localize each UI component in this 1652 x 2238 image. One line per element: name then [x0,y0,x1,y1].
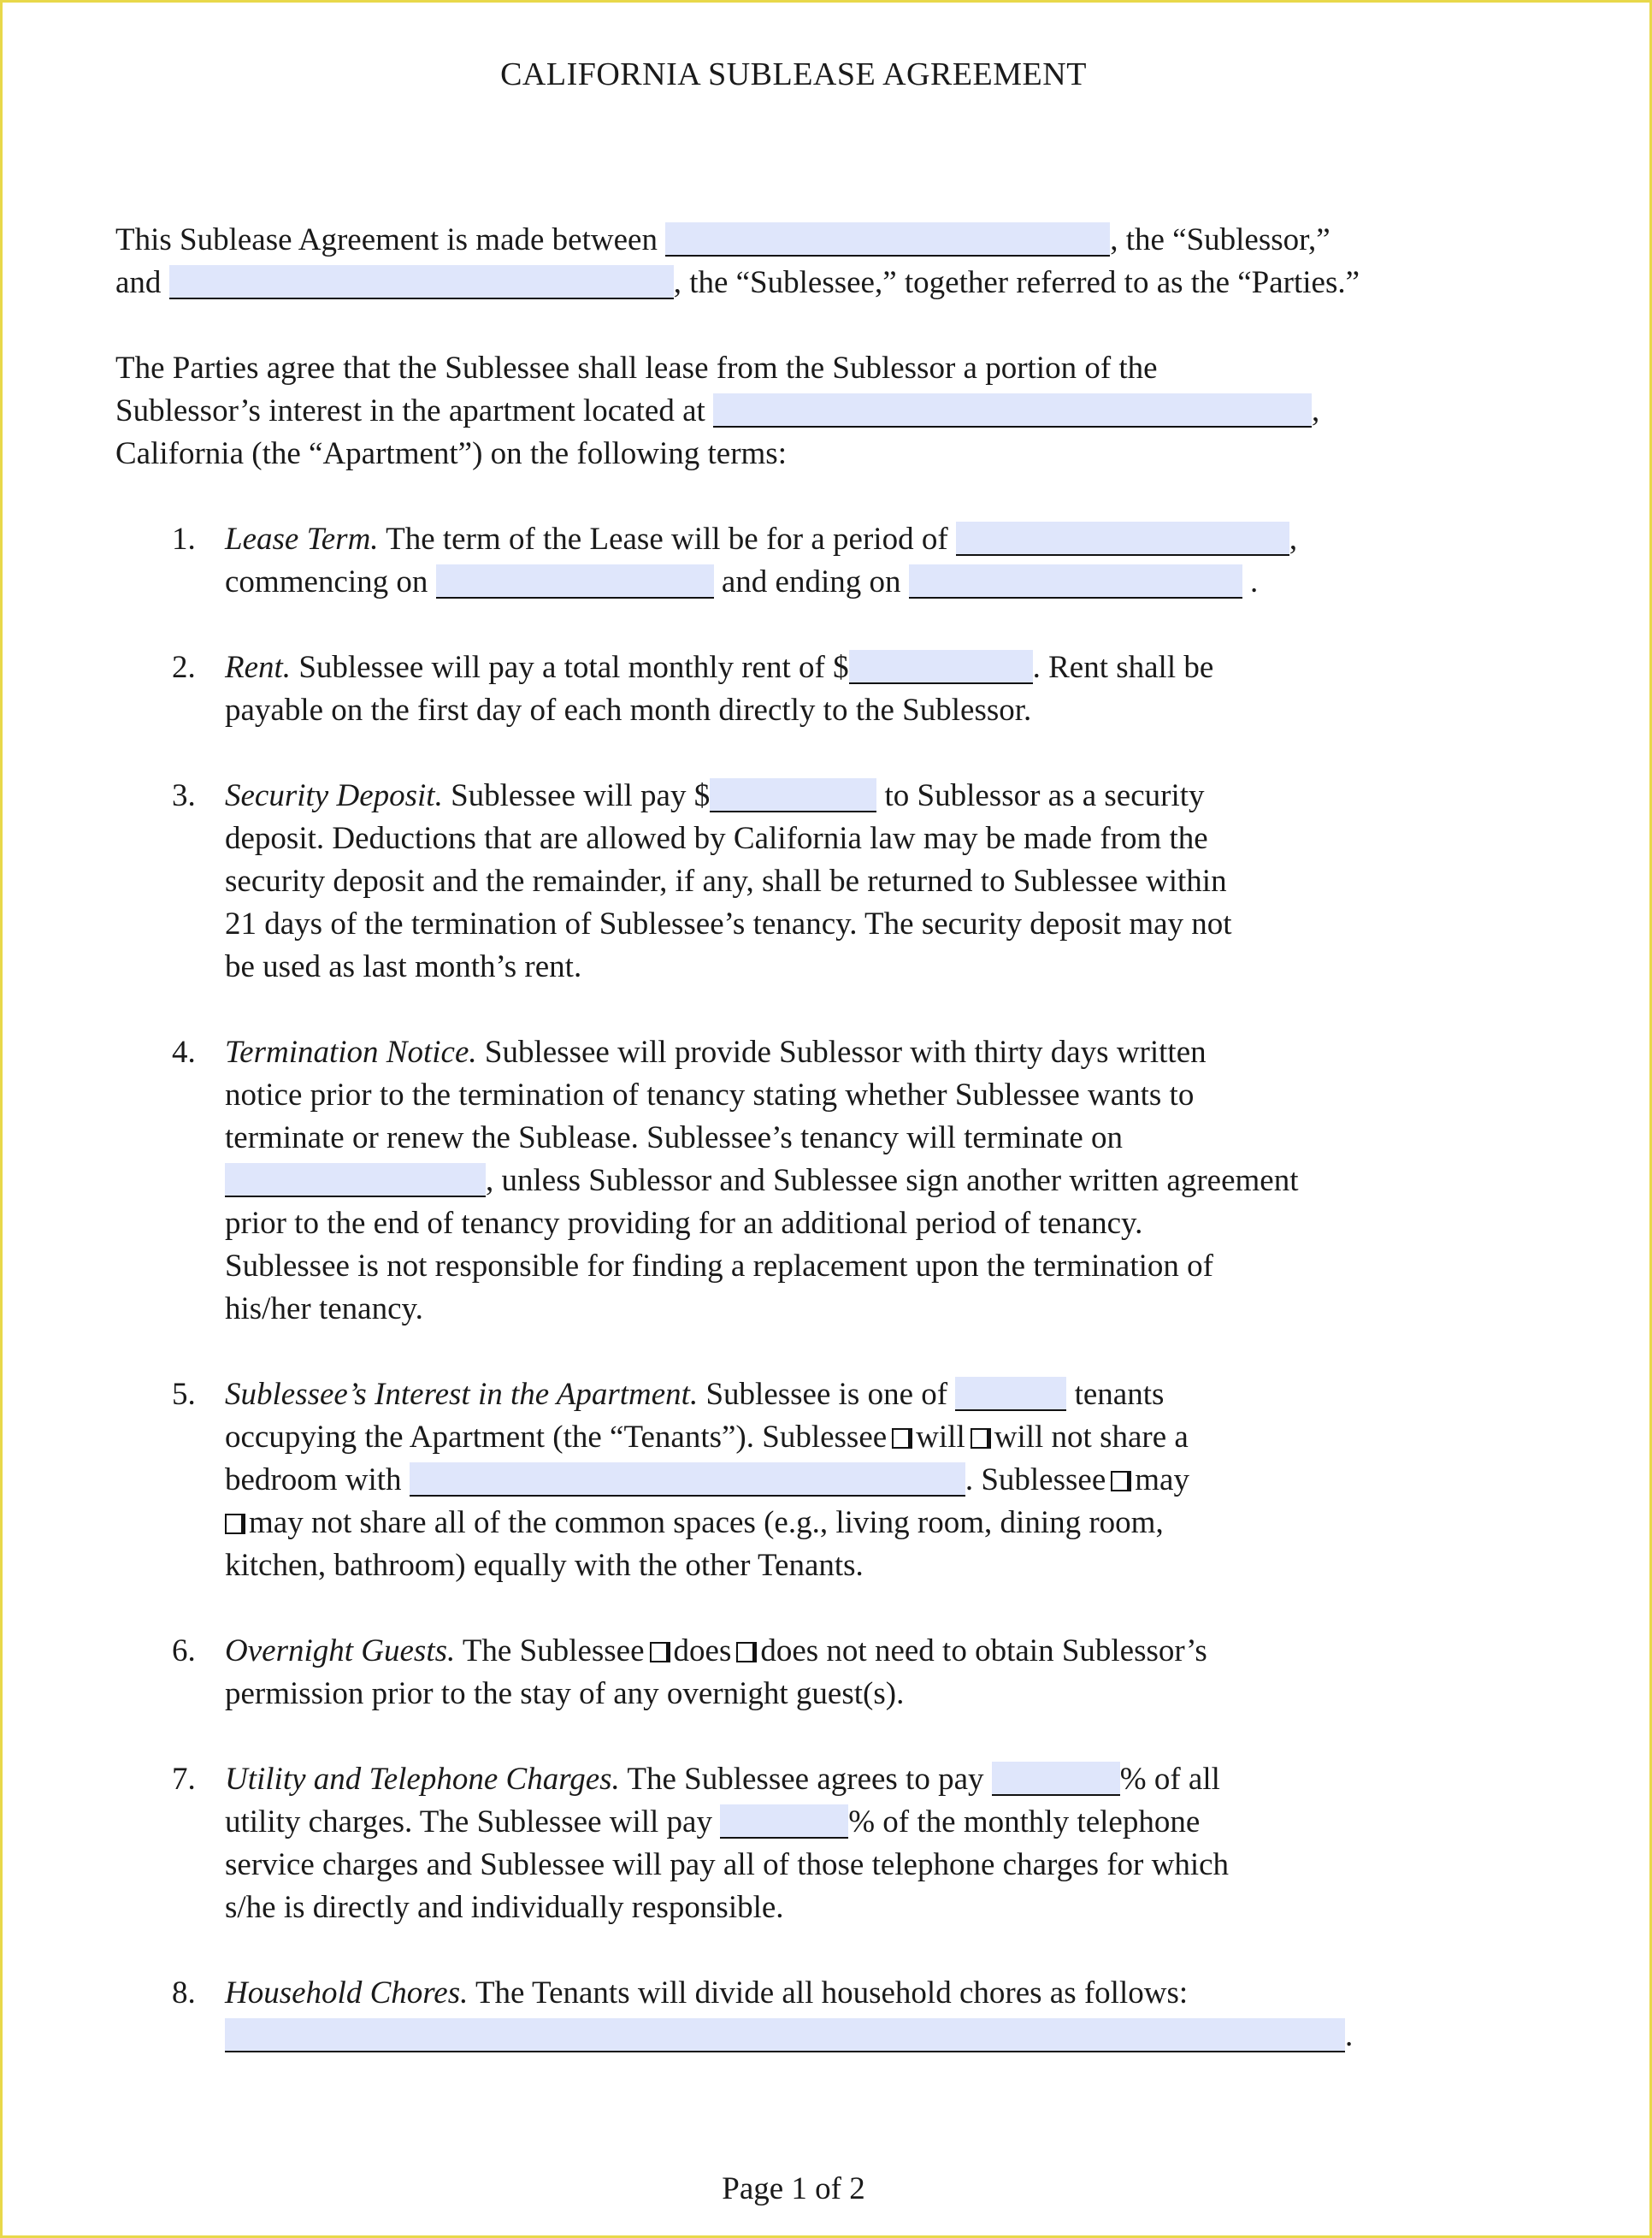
guests-does-not-need-checkbox[interactable] [736,1642,757,1662]
intro-line-2: and , the “Sublessee,” together referred to as the “Parties.” [115,265,1360,300]
sublessor-name-field[interactable] [665,222,1110,257]
household-chores-field[interactable] [225,2018,1345,2052]
monthly-rent-field[interactable] [849,650,1033,684]
clause-rent: 2. Rent. Sublessee will pay a total monthly rent of $ . Rent shall be payable on the first day of each month directly to the Sublessor. [172,650,1214,728]
lease-period-field[interactable] [956,522,1289,556]
lease-end-date-field[interactable] [909,564,1242,599]
lease-start-date-field[interactable] [436,564,714,599]
bedroom-share-with-field[interactable] [410,1462,965,1497]
bedroom-will-share-checkbox[interactable] [892,1428,912,1449]
clause-heading: Overnight Guests. [225,1633,456,1668]
clause-termination-notice: 4. Termination Notice. Sublessee will provide Sublessor with thirty days written notice prior to the termination of tenancy stating whether Sublessee wants to terminate or renew the Sublease. Sublessee’s tenancy will terminate on , unless Sublessor and Sublessee sign another written agreement prior to the end of tenancy providing for an additional period of tenancy. Sublessee is not responsible for finding a replacement upon the termination of his/her tenancy. [172,1035,1299,1326]
clause-heading: Rent. [225,650,292,685]
clause-heading: Sublessee’s Interest in the Apartment. [225,1377,699,1412]
apartment-address-field[interactable] [713,393,1312,428]
clause-security-deposit: 3. Security Deposit. Sublessee will pay $ to Sublessor as a security deposit. Deductions that are allowed by California law may be made from the security deposit and the remainder, if any, shall be returned to Sublessee within 21 days of the termination of Sublessee’s tenancy. The security deposit may not be used as last month’s rent. [172,778,1232,984]
common-spaces-may-not-checkbox[interactable] [225,1514,245,1534]
clause-heading: Lease Term. [225,522,379,557]
clause-sublessee-interest: 5. Sublessee’s Interest in the Apartment. Sublessee is one of tenants occupying the Apartment (the “Tenants”). Sublessee will will not share a bedroom with . Sublessee may may not share all of the common spaces (e.g., living room, dining room, kitchen, bathroom) equally with the other Tenants. [172,1377,1189,1583]
intro-line-3: The Parties agree that the Sublessee shall lease from the Sublessor a portion of the [115,351,1158,386]
intro-line-4: Sublessor’s interest in the apartment located at , [115,393,1320,428]
tenancy-end-date-field[interactable] [225,1163,486,1197]
common-spaces-may-checkbox[interactable] [1111,1471,1131,1491]
sublessee-name-field[interactable] [169,265,674,299]
clause-overnight-guests: 6. Overnight Guests. The Sublessee does does not need to obtain Sublessor’s permission prior to the stay of any overnight guest(s). [172,1633,1207,1711]
intro-line-5: California (the “Apartment”) on the following terms: [115,436,787,471]
bedroom-will-not-share-checkbox[interactable] [971,1428,991,1449]
clause-utility-charges: 7. Utility and Telephone Charges. The Sublessee agrees to pay % of all utility charges. The Sublessee will pay % of the monthly telephone service charges and Sublessee will pay all of those telephone charges for which s/he is directly and individually responsible. [172,1762,1230,1925]
clause-heading: Household Chores. [225,1975,469,2011]
page-number: Page 1 of 2 [722,2171,865,2206]
security-deposit-field[interactable] [710,778,876,812]
clause-heading: Security Deposit. [225,778,443,813]
guests-does-need-checkbox[interactable] [650,1642,670,1662]
clause-household-chores: 8. Household Chores. The Tenants will divide all household chores as follows: . [172,1975,1354,2053]
clause-lease-term: 1. Lease Term. The term of the Lease will be for a period of , commencing on and ending on . [172,522,1298,599]
tenant-count-field[interactable] [955,1377,1066,1411]
clause-heading: Utility and Telephone Charges. [225,1762,620,1797]
intro-line-1: This Sublease Agreement is made between , the “Sublessor,” [115,222,1330,257]
utility-percent-field[interactable] [992,1762,1120,1796]
clause-heading: Termination Notice. [225,1035,477,1070]
document-title: CALIFORNIA SUBLEASE AGREEMENT [500,56,1087,92]
telephone-percent-field[interactable] [720,1804,848,1839]
